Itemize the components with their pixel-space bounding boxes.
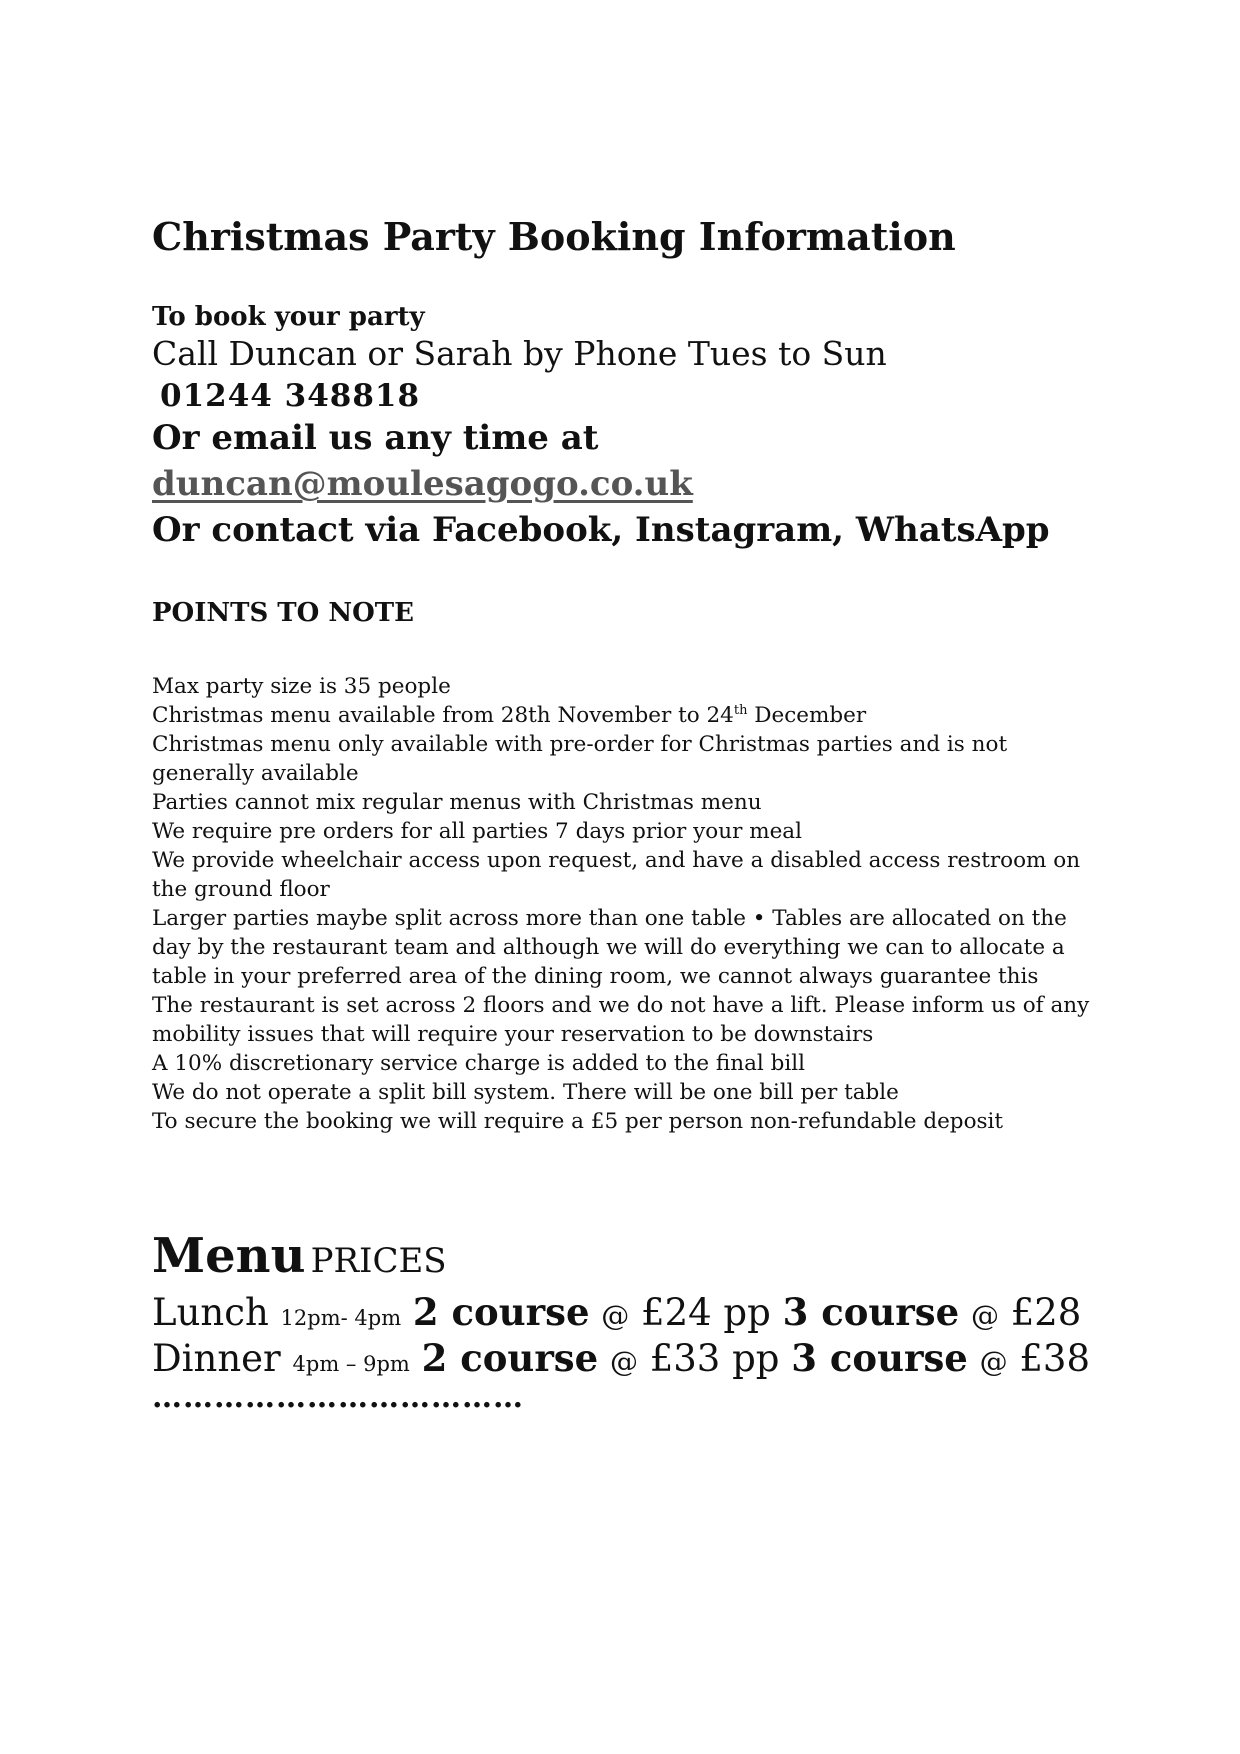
lunch-2-course: 2 course [412, 1290, 590, 1334]
at-symbol: @ [601, 1299, 630, 1332]
dinner-label: Dinner [152, 1337, 281, 1380]
note-item: Christmas menu only available with pre-order for Christmas parties and is not generally available [152, 732, 1008, 786]
note-item: Larger parties maybe split across more than one table • Tables are allocated on the day by the restaurant team and although we will do everything we can to allocate a table in your preferred area of the dining room, we cannot always guarantee this [152, 906, 1067, 989]
lunch-2-course-price: £24 pp [641, 1291, 771, 1334]
dinner-2-course: 2 course [421, 1336, 599, 1380]
menu-heading [152, 1228, 447, 1284]
booking-heading: To book your party [152, 302, 425, 332]
note-text: December [747, 703, 867, 728]
note-superscript: th [733, 702, 748, 718]
note-item: We do not operate a split bill system. There will be one bill per table [152, 1080, 899, 1105]
at-symbol: @ [609, 1345, 638, 1378]
note-item [152, 701, 1112, 730]
dinner-3-course: 3 course [791, 1336, 968, 1380]
dotted-divider: ……………………………… [152, 1380, 524, 1415]
note-text: Christmas menu available from 28th November to 24 [152, 703, 734, 728]
dinner-2-course-price: £33 pp [649, 1337, 780, 1380]
menu-heading-main: Menu [152, 1228, 306, 1284]
social-contact-line: Or contact via Facebook, Instagram, WhatsApp [152, 510, 1050, 550]
email-intro: Or email us any time at [152, 418, 599, 458]
lunch-time: 12pm- 4pm [280, 1306, 402, 1330]
call-line: Call Duncan or Sarah by Phone Tues to Sun [152, 334, 887, 373]
note-item: To secure the booking we will require a £5 per person non-refundable deposit [152, 1109, 1004, 1134]
note-item: We require pre orders for all parties 7 days prior your meal [152, 819, 802, 844]
menu-heading-sub: PRICES [310, 1241, 447, 1281]
note-item: We provide wheelchair access upon request, and have a disabled access restroom on the ground floor [152, 848, 1081, 902]
notes-list [152, 672, 1112, 1136]
dinner-price-row [152, 1336, 1090, 1380]
lunch-3-course-price: £28 [1010, 1291, 1082, 1334]
page-title: Christmas Party Booking Information [152, 214, 956, 259]
at-symbol: @ [979, 1345, 1008, 1378]
email-link[interactable]: duncan@moulesagogo.co.uk [152, 464, 693, 504]
points-to-note-heading: POINTS TO NOTE [152, 598, 414, 628]
note-item: Parties cannot mix regular menus with Christmas menu [152, 790, 762, 815]
lunch-label: Lunch [152, 1291, 269, 1334]
phone-number: 01244 348818 [160, 378, 421, 414]
note-item: A 10% discretionary service charge is added to the final bill [152, 1051, 806, 1076]
lunch-price-row [152, 1290, 1081, 1334]
lunch-3-course: 3 course [782, 1290, 960, 1334]
note-item: The restaurant is set across 2 floors and we do not have a lift. Please inform us of any mobility issues that will require your reservation to be downstairs [152, 993, 1090, 1047]
dinner-time: 4pm – 9pm [292, 1352, 410, 1376]
dinner-3-course-price: £38 [1019, 1337, 1091, 1380]
note-item: Max party size is 35 people [152, 674, 451, 699]
at-symbol: @ [970, 1299, 999, 1332]
